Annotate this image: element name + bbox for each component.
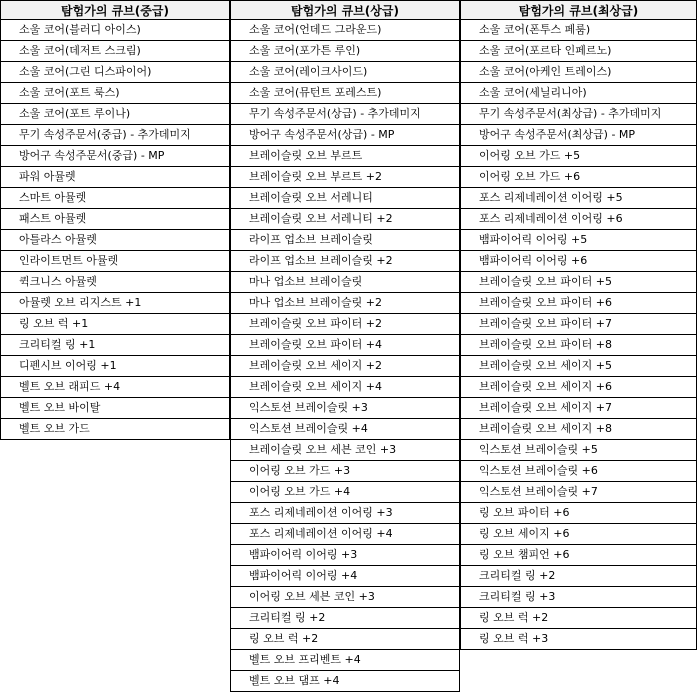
list-item: 소울 코어(뮤턴트 포레스트) [231, 83, 459, 104]
list-item: 브레이슬릿 오브 파이터 +8 [461, 335, 696, 356]
list-item: 브레이슬릿 오브 세븐 코인 +3 [231, 440, 459, 461]
list-item: 포스 리제네레이션 이어링 +4 [231, 524, 459, 545]
list-item: 링 오브 파이터 +6 [461, 503, 696, 524]
list-item: 뱀파이어릭 이어링 +4 [231, 566, 459, 587]
list-item: 소울 코어(포르타 인페르노) [461, 41, 696, 62]
cube-intermediate-column [0, 0, 230, 440]
list-item: 아뮬렛 오브 리지스트 +1 [1, 293, 229, 314]
list-item: 무기 속성주문서(상급) - 추가데미지 [231, 104, 459, 125]
list-item: 익스토션 브레이슬릿 +3 [231, 398, 459, 419]
list-item: 인라이트먼트 아뮬렛 [1, 251, 229, 272]
list-item: 익스토션 브레이슬릿 +6 [461, 461, 696, 482]
list-item: 소울 코어(포트 루이나) [1, 104, 229, 125]
list-item: 크리티컬 링 +3 [461, 587, 696, 608]
list-item: 크리티컬 링 +1 [1, 335, 229, 356]
list-item: 소울 코어(레이크사이드) [231, 62, 459, 83]
list-item: 익스토션 브레이슬릿 +4 [231, 419, 459, 440]
list-item: 크리티컬 링 +2 [231, 608, 459, 629]
list-item: 소울 코어(폰투스 페룸) [461, 20, 696, 41]
list-item: 소울 코어(포가튼 루인) [231, 41, 459, 62]
list-item: 브레이슬릿 오브 서레니티 [231, 188, 459, 209]
list-item: 소울 코어(데저트 스크림) [1, 41, 229, 62]
list-item: 뱀파이어릭 이어링 +5 [461, 230, 696, 251]
list-item: 라이프 업소브 브레이슬릿 +2 [231, 251, 459, 272]
list-item: 익스토션 브레이슬릿 +7 [461, 482, 696, 503]
list-item: 브레이슬릿 오브 세이지 +7 [461, 398, 696, 419]
item-list [1, 20, 229, 440]
list-item: 무기 속성주문서(중급) - 추가데미지 [1, 125, 229, 146]
list-item: 소울 코어(언데드 그라운드) [231, 20, 459, 41]
list-item: 링 오브 챔피언 +6 [461, 545, 696, 566]
list-item: 익스토션 브레이슬릿 +5 [461, 440, 696, 461]
list-item: 브레이슬릿 오브 부르트 +2 [231, 167, 459, 188]
item-list [461, 20, 696, 650]
list-item: 퀵크니스 아뮬렛 [1, 272, 229, 293]
list-item: 브레이슬릿 오브 세이지 +6 [461, 377, 696, 398]
list-item: 포스 리제네레이션 이어링 +6 [461, 209, 696, 230]
list-item: 벨트 오브 바이탈 [1, 398, 229, 419]
list-item: 무기 속성주문서(최상급) - 추가데미지 [461, 104, 696, 125]
list-item: 소울 코어(아케인 트레이스) [461, 62, 696, 83]
list-item: 라이프 업소브 브레이슬릿 [231, 230, 459, 251]
list-item: 링 오브 럭 +1 [1, 314, 229, 335]
column-header: 탐험가의 큐브(중급) [1, 0, 229, 20]
list-item: 브레이슬릿 오브 부르트 [231, 146, 459, 167]
cube-top-tier-column [460, 0, 697, 650]
list-item: 크리티컬 링 +2 [461, 566, 696, 587]
list-item: 스마트 아뮬렛 [1, 188, 229, 209]
list-item: 소울 코어(세닐리니아) [461, 83, 696, 104]
list-item: 브레이슬릿 오브 파이터 +6 [461, 293, 696, 314]
list-item: 소울 코어(포트 룩스) [1, 83, 229, 104]
list-item: 소울 코어(블러디 아이스) [1, 20, 229, 41]
list-item: 브레이슬릿 오브 세이지 +2 [231, 356, 459, 377]
cube-advanced-column [230, 0, 460, 692]
list-item: 브레이슬릿 오브 파이터 +2 [231, 314, 459, 335]
list-item: 벨트 오브 가드 [1, 419, 229, 440]
list-item: 방어구 속성주문서(중급) - MP [1, 146, 229, 167]
list-item: 이어링 오브 가드 +4 [231, 482, 459, 503]
list-item: 브레이슬릿 오브 세이지 +8 [461, 419, 696, 440]
column-header: 탐험가의 큐브(상급) [231, 0, 459, 20]
list-item: 이어링 오브 세븐 코인 +3 [231, 587, 459, 608]
list-item: 마나 업소브 브레이슬릿 +2 [231, 293, 459, 314]
list-item: 이어링 오브 가드 +3 [231, 461, 459, 482]
list-item: 브레이슬릿 오브 서레니티 +2 [231, 209, 459, 230]
list-item: 디펜시브 이어링 +1 [1, 356, 229, 377]
list-item: 브레이슬릿 오브 파이터 +4 [231, 335, 459, 356]
list-item: 링 오브 럭 +2 [231, 629, 459, 650]
list-item: 브레이슬릿 오브 파이터 +7 [461, 314, 696, 335]
list-item: 이어링 오브 가드 +6 [461, 167, 696, 188]
list-item: 포스 리제네레이션 이어링 +3 [231, 503, 459, 524]
list-item: 파워 아뮬렛 [1, 167, 229, 188]
item-list [231, 20, 459, 692]
column-header: 탐험가의 큐브(최상급) [461, 0, 696, 20]
list-item: 벨트 오브 래피드 +4 [1, 377, 229, 398]
list-item: 벨트 오브 댐프 +4 [231, 671, 459, 692]
list-item: 링 오브 세이지 +6 [461, 524, 696, 545]
list-item: 마나 업소브 브레이슬릿 [231, 272, 459, 293]
list-item: 아틀라스 아뮬렛 [1, 230, 229, 251]
list-item: 뱀파이어릭 이어링 +3 [231, 545, 459, 566]
list-item: 방어구 속성주문서(최상급) - MP [461, 125, 696, 146]
list-item: 벨트 오브 프리벤트 +4 [231, 650, 459, 671]
list-item: 브레이슬릿 오브 파이터 +5 [461, 272, 696, 293]
list-item: 브레이슬릿 오브 세이지 +4 [231, 377, 459, 398]
list-item: 방어구 속성주문서(상급) - MP [231, 125, 459, 146]
list-item: 소울 코어(그린 디스파이어) [1, 62, 229, 83]
list-item: 링 오브 럭 +2 [461, 608, 696, 629]
list-item: 링 오브 럭 +3 [461, 629, 696, 650]
list-item: 브레이슬릿 오브 세이지 +5 [461, 356, 696, 377]
list-item: 뱀파이어릭 이어링 +6 [461, 251, 696, 272]
list-item: 포스 리제네레이션 이어링 +5 [461, 188, 696, 209]
list-item: 이어링 오브 가드 +5 [461, 146, 696, 167]
list-item: 패스트 아뮬렛 [1, 209, 229, 230]
